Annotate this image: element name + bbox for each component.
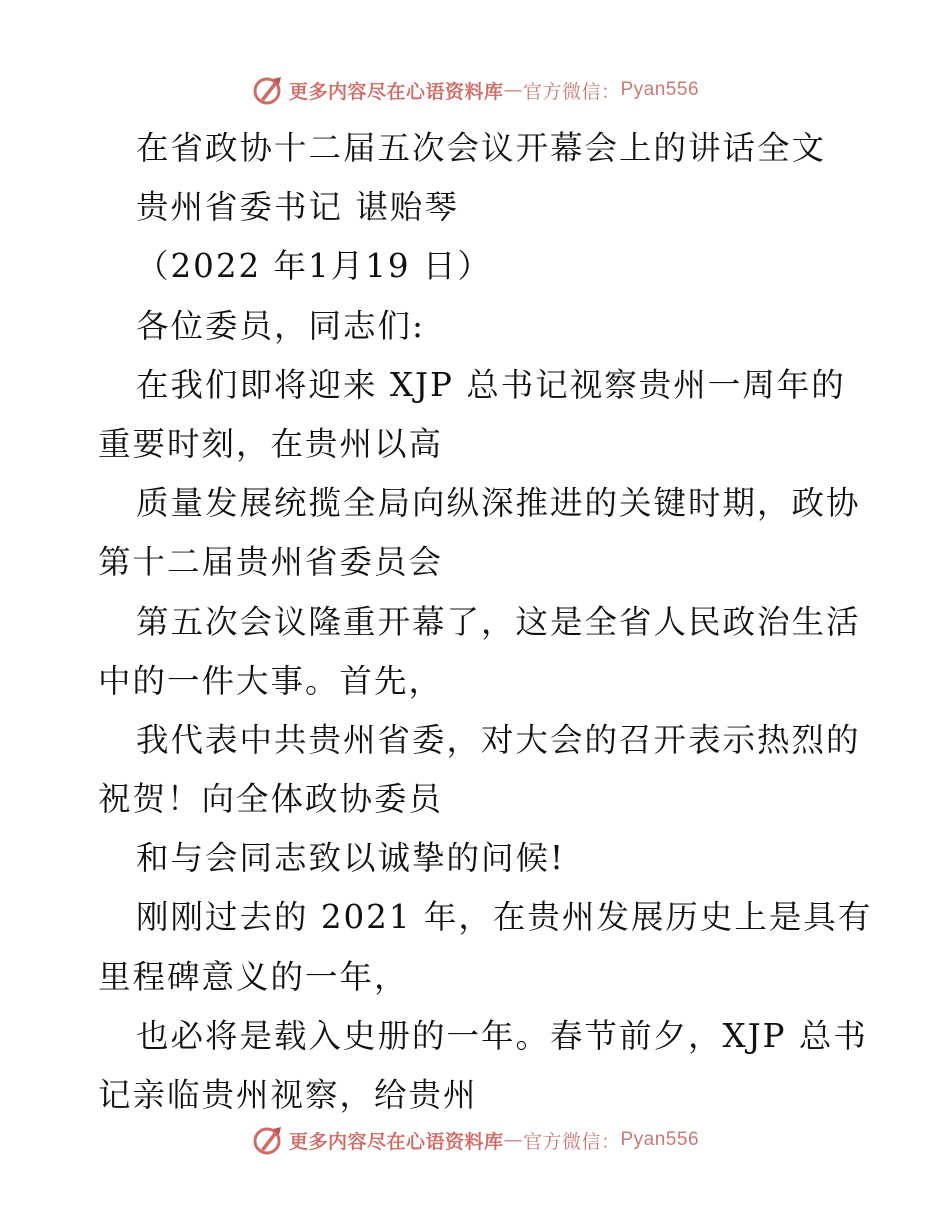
text-line: 第五次会议隆重开幕了，这是全省人民政治生活 [136, 602, 861, 641]
text-line: 在我们即将迎来 XJP 总书记视察贵州一周年的 [136, 365, 846, 404]
text-line: 里程碑意义的一年， [98, 957, 409, 996]
text-line: 和与会同志致以诚挚的问候! [136, 839, 566, 878]
header-banner [0, 70, 950, 110]
banner-separator: — [503, 1129, 523, 1151]
text-line: 重要时刻，在贵州以高 [98, 424, 444, 463]
banner-wechat-label: 官方微信： [522, 80, 621, 103]
document-date: （2022 年1月19 日） [136, 247, 492, 286]
footer-banner [0, 1120, 950, 1160]
text-line: 刚刚过去的 2021 年，在贵州发展历史上是具有 [136, 898, 873, 937]
document-author: 贵州省委书记 谌贻琴 [136, 188, 459, 227]
text-line: 祝贺！向全体政协委员 [98, 780, 444, 819]
text-line: 中的一件大事。首先， [98, 661, 444, 700]
document-salutation: 各位委员，同志们: [136, 306, 425, 345]
text-line: 也必将是载入史册的一年。春节前夕，XJP 总书 [136, 1016, 868, 1055]
banner-wechat-id: Pyan556 [620, 1129, 700, 1150]
text-line: 质量发展统揽全局向纵深推进的关键时期，政协 [136, 484, 861, 523]
text-line: 我代表中共贵州省委，对大会的召开表示热烈的 [136, 720, 861, 759]
document-body [98, 124, 873, 1130]
quill-pen-icon [251, 73, 285, 107]
banner-wechat-id: Pyan556 [620, 79, 700, 100]
banner-brand: 更多内容尽在心语资料库 [288, 1130, 504, 1153]
banner-brand: 更多内容尽在心语资料库 [288, 80, 504, 103]
banner-wechat-label: 官方微信： [522, 1130, 621, 1153]
quill-pen-icon [251, 1123, 285, 1157]
text-line: 第十二届贵州省委员会 [98, 543, 444, 582]
banner-separator: — [503, 79, 523, 101]
text-line: 记亲临贵州视察，给贵州 [98, 1076, 478, 1114]
document-title: 在省政协十二届五次会议开幕会上的讲话全文 [136, 129, 827, 167]
